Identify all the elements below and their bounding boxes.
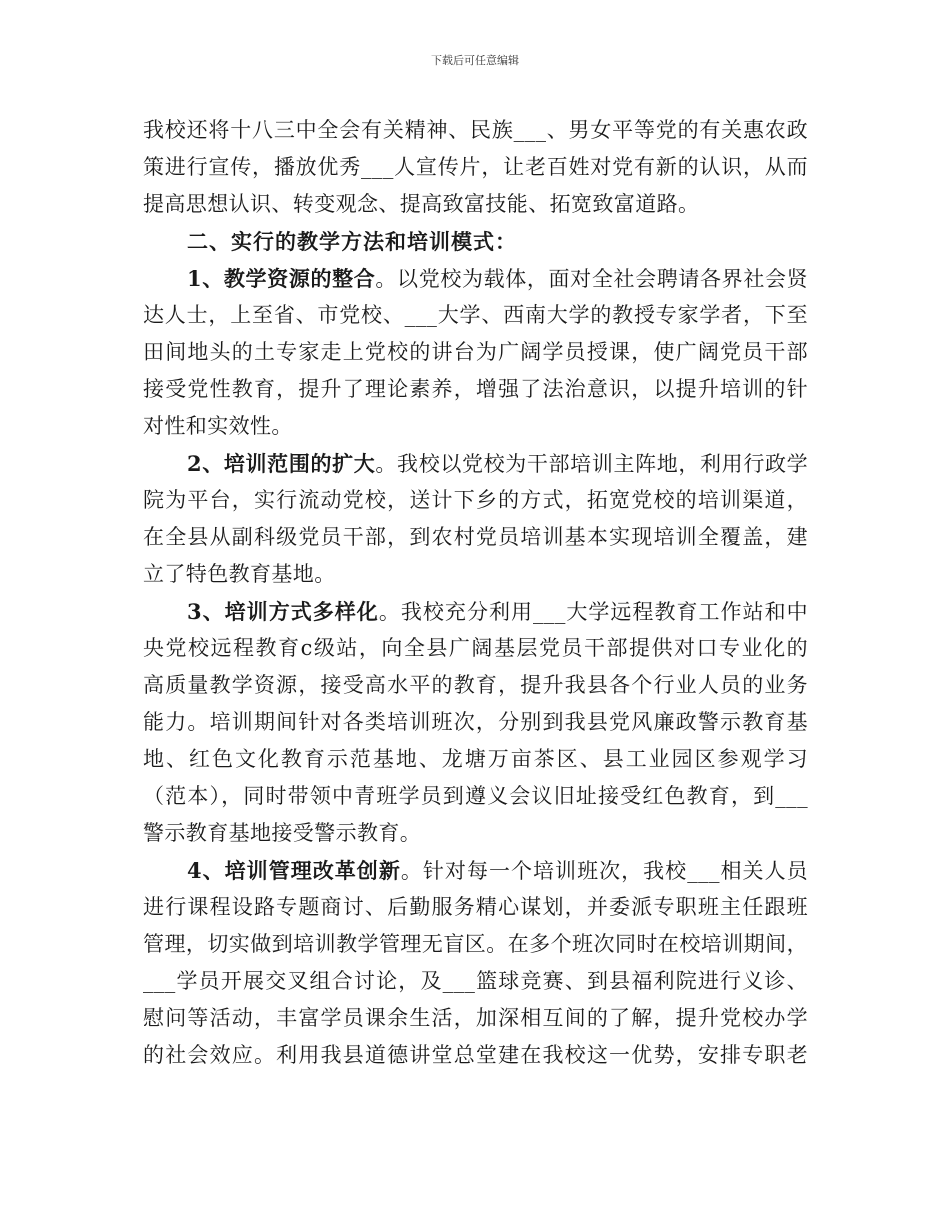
- body-line: 进行课程设路专题商讨、后勤服务精心谋划，并委派专职班主任跟班: [143, 895, 808, 919]
- paragraph-first-line: 4、培训管理改革创新。针对每一个培训班次，我校___相关人员: [187, 858, 808, 883]
- body-line: 达人士，上至省、市党校、___大学、西南大学的教授专家学者，下至: [143, 303, 808, 327]
- body-line: 立了特色教育基地。: [143, 562, 336, 586]
- body-line: 警示教育基地接受警示教育。: [143, 821, 422, 845]
- body-line: 院为平台，实行流动党校，送计下乡的方式，拓宽党校的培训渠道，: [143, 488, 808, 512]
- body-line: （范本），同时带领中青班学员到遵义会议旧址接受红色教育，到___: [143, 784, 808, 808]
- body-line: 策进行宣传，播放优秀___人宣传片，让老百姓对党有新的认识，从而: [143, 155, 808, 179]
- body-line: 央党校远程教育c级站，向全县广阔基层党员干部提供对口专业化的: [143, 636, 808, 660]
- body-line: 高质量教学资源，接受高水平的教育，提升我县各个行业人员的业务: [143, 673, 808, 697]
- body-line: 在全县从副科级党员干部，到农村党员培训基本实现培训全覆盖，建: [143, 525, 808, 549]
- body-line: 接受党性教育，提升了理论素养，增强了法治意识，以提升培训的针: [143, 377, 808, 401]
- item-title: 4、培训管理改革创新: [187, 858, 401, 883]
- body-line: 地、红色文化教育示范基地、龙塘万亩茶区、县工业园区参观学习: [143, 747, 808, 771]
- paragraph-first-line: 3、培训方式多样化。我校充分利用___大学远程教育工作站和中: [187, 599, 808, 624]
- body-line: 田间地头的土专家走上党校的讲台为广阔学员授课，使广阔党员干部: [143, 340, 808, 364]
- item-title: 3、培训方式多样化: [187, 599, 379, 624]
- item-title: 1、教学资源的整合: [187, 266, 376, 291]
- body-line: 提高思想认识、转变观念、提高致富技能、拓宽致富道路。: [143, 192, 700, 216]
- body-line: ___学员开展交叉组合讨论，及___篮球竞赛、到县福利院进行义诊、: [143, 969, 808, 993]
- page-header: 下载后可任意编辑: [431, 54, 519, 67]
- body-line: 我校还将十八三中全会有关精神、民族___、男女平等党的有关惠农政: [143, 118, 808, 142]
- body-line: 对性和实效性。: [143, 414, 293, 438]
- document-body: [143, 112, 808, 1074]
- body-line: 管理，切实做到培训教学管理无盲区。在多个班次同时在校培训期间，: [143, 932, 808, 956]
- item-title: 2、培训范围的扩大: [187, 451, 376, 476]
- paragraph-first-line: 2、培训范围的扩大。我校以党校为干部培训主阵地，利用行政学: [187, 451, 809, 476]
- body-line: 的社会效应。利用我县道德讲堂总堂建在我校这一优势，安排专职老: [143, 1043, 808, 1067]
- body-line: 能力。培训期间针对各类培训班次，分别到我县党风廉政警示教育基: [143, 710, 808, 734]
- section-heading: 二、实行的教学方法和培训模式：: [187, 229, 517, 254]
- body-line: 慰问等活动，丰富学员课余生活，加深相互间的了解，提升党校办学: [143, 1006, 808, 1030]
- paragraph-first-line: 1、教学资源的整合。以党校为载体，面对全社会聘请各界社会贤: [187, 266, 809, 291]
